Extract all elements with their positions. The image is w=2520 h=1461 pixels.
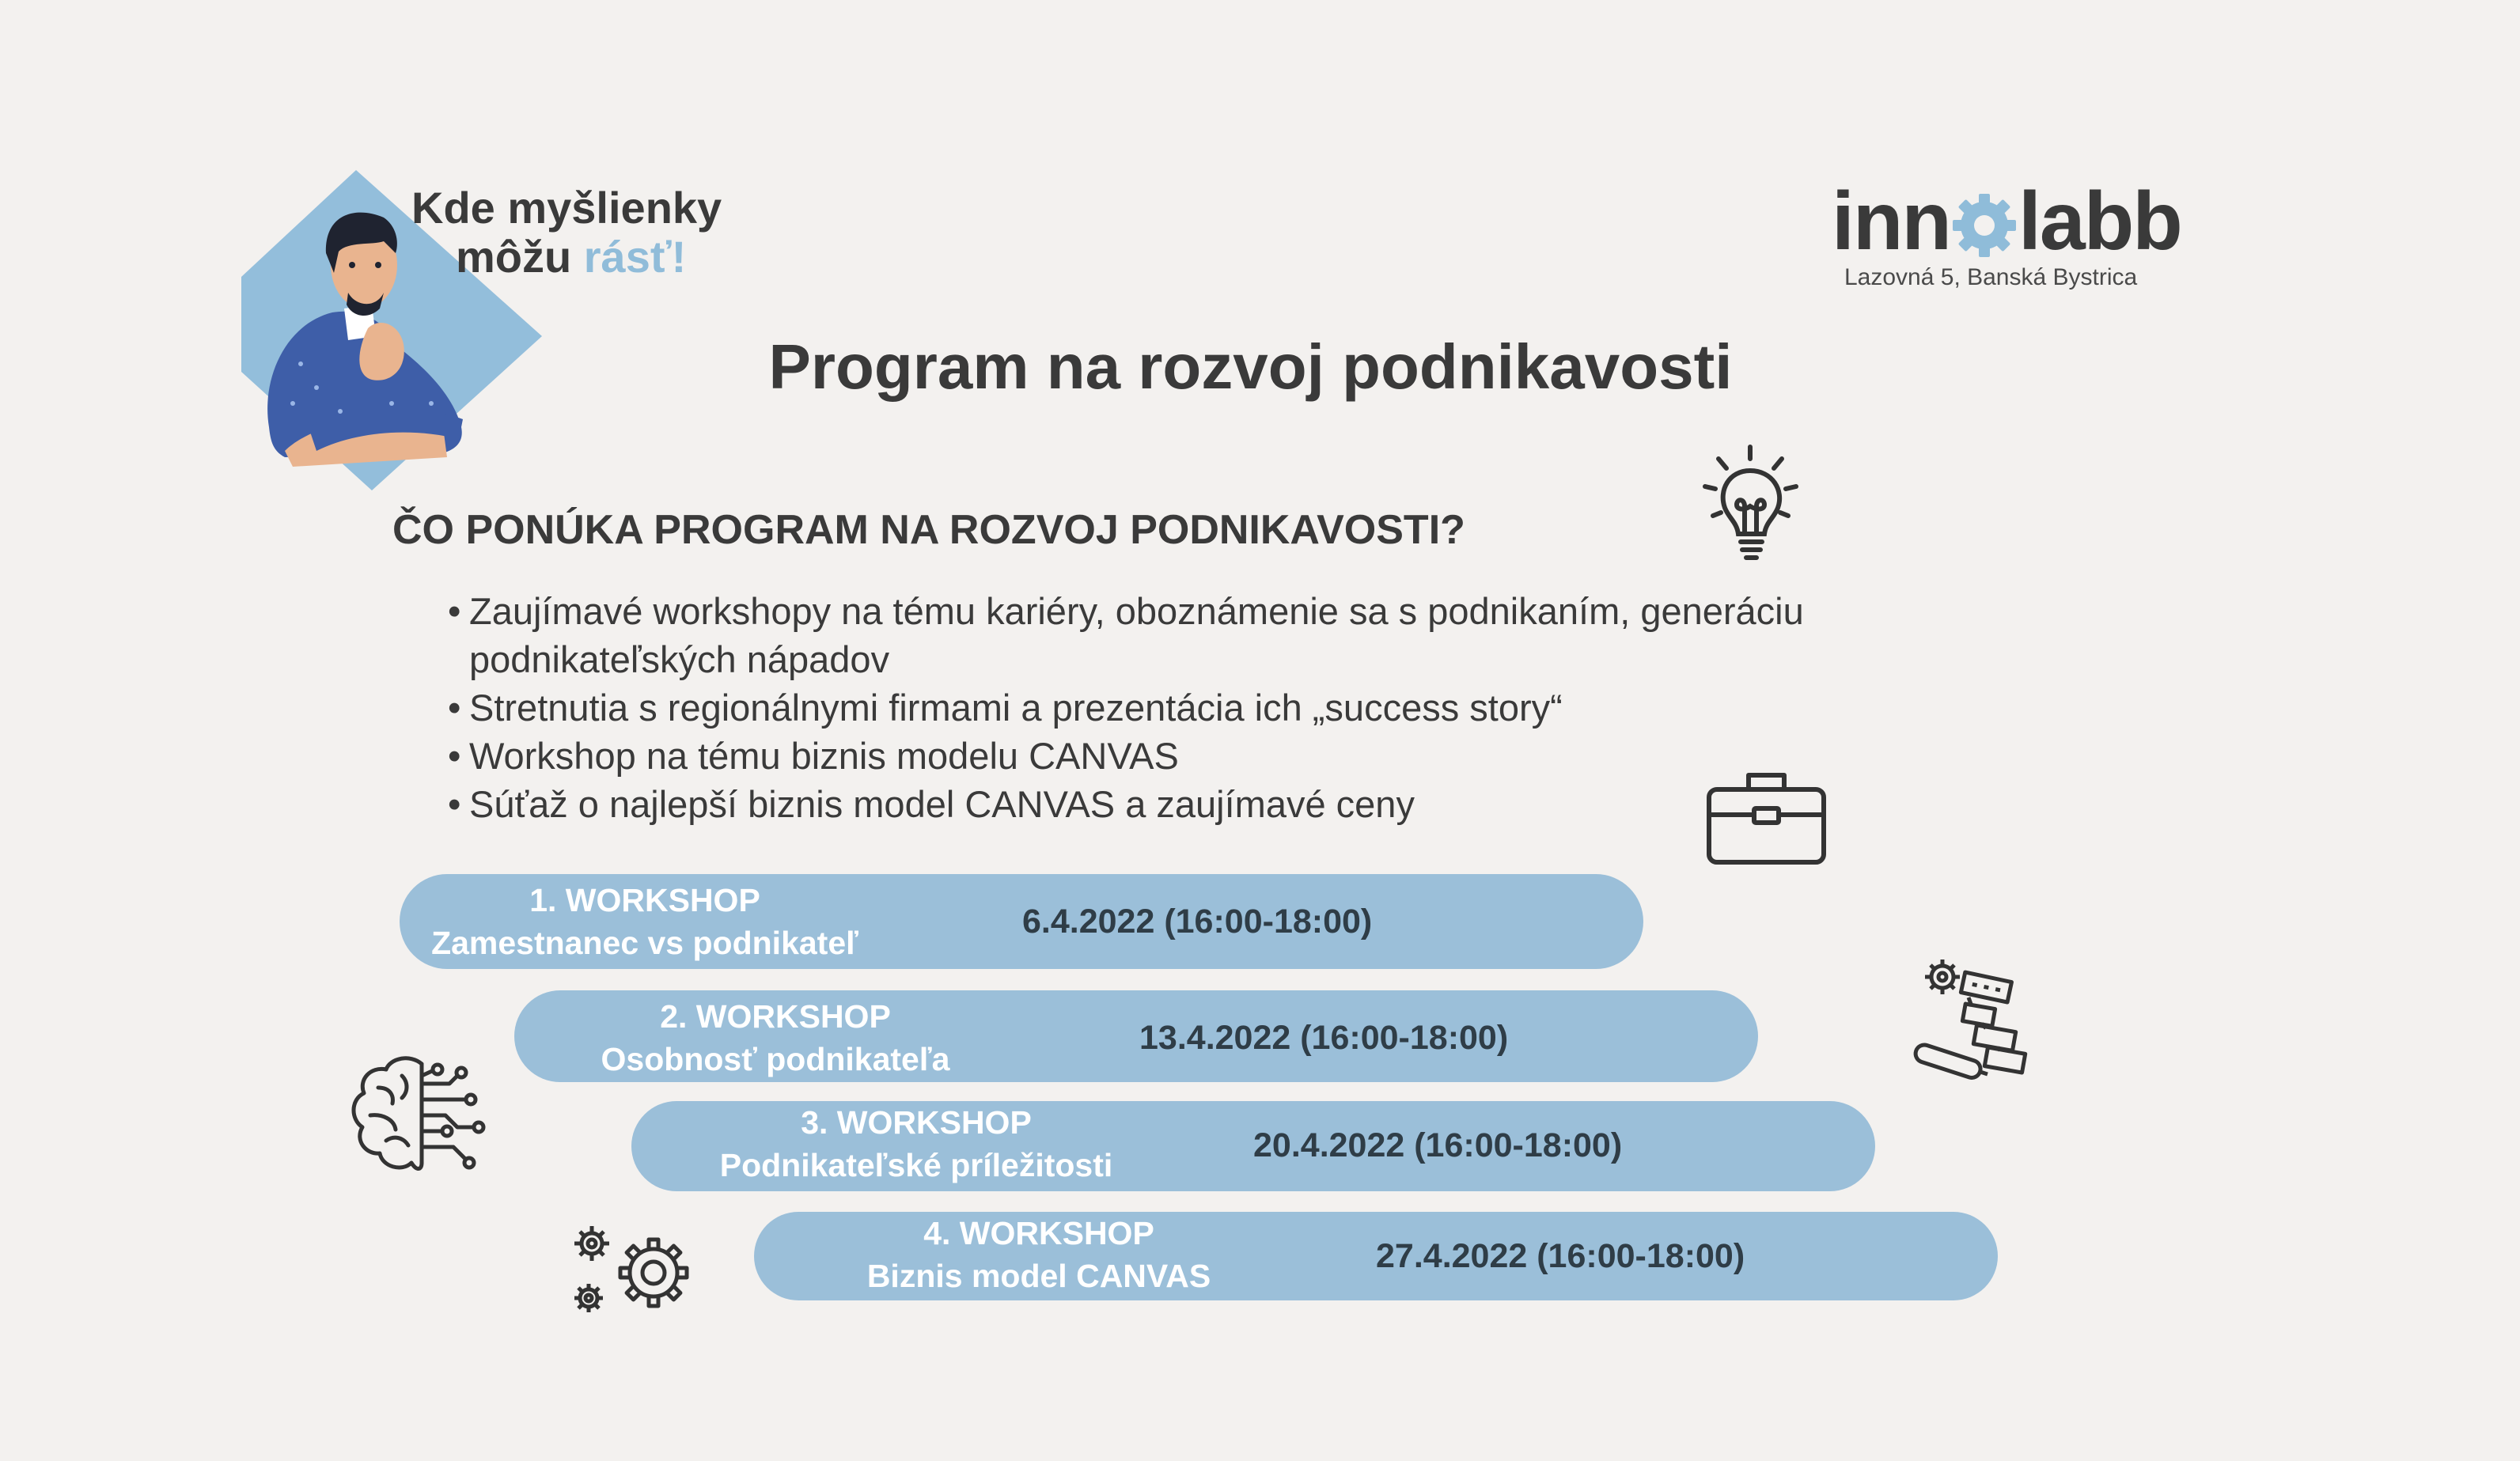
tagline-line2-plain: môžu — [456, 232, 584, 282]
list-item: • Zaujímavé workshopy na tému kariéry, oboznámenie sa s podnikaním, generáciu podnikateľských nápadov — [448, 587, 1951, 683]
list-item: • Workshop na tému biznis modelu CANVAS — [448, 732, 1951, 780]
lightbulb-icon — [1701, 443, 1808, 562]
page-title-text: Program na rozvoj podnikavosti — [768, 331, 1733, 402]
workshop-number: 3. WORKSHOP — [801, 1104, 1032, 1141]
workshop-number: 1. WORKSHOP — [529, 882, 760, 918]
workshop-name: Zamestnanec vs podnikateľ — [431, 925, 858, 961]
list-item: • Stretnutia s regionálnymi firmami a prezentácia ich „success story“ — [448, 683, 1951, 732]
workshop-date: 6.4.2022 (16:00-18:00) — [1022, 903, 1373, 941]
gears-icon — [568, 1221, 699, 1324]
workshop-title — [817, 1212, 1260, 1297]
workshop-pill-4 — [754, 1212, 1998, 1300]
workshop-date: 27.4.2022 (16:00-18:00) — [1376, 1237, 1745, 1275]
workshop-pill-1 — [400, 874, 1643, 969]
workshop-date: 13.4.2022 (16:00-18:00) — [1139, 1019, 1509, 1057]
workshop-name: Podnikateľské príležitosti — [719, 1147, 1113, 1183]
section-heading: ČO PONÚKA PROGRAM NA ROZVOJ PODNIKAVOSTI? — [392, 507, 1465, 553]
logo-address: Lazovná 5, Banská Bystrica — [1844, 264, 2138, 290]
briefcase-icon — [1705, 767, 1828, 866]
list-item: • Súťaž o najlepší biznis model CANVAS a zaujímavé ceny — [448, 780, 1951, 828]
brain-circuit-icon — [347, 1052, 493, 1179]
page-title — [0, 331, 2520, 403]
tagline-line2-accent: rásť! — [583, 232, 687, 282]
logo-wordmark — [1832, 176, 2204, 267]
logo-text-before: inn — [1832, 176, 1950, 267]
workshop-number: 2. WORKSHOP — [660, 998, 891, 1035]
workshop-date: 20.4.2022 (16:00-18:00) — [1253, 1126, 1623, 1164]
innolabb-logo — [1832, 176, 2204, 291]
logo-text-after: labb — [2018, 176, 2181, 267]
workshop-pill-2 — [514, 990, 1758, 1082]
logo-gear-icon — [1952, 193, 2017, 258]
workshop-pill-3 — [631, 1101, 1875, 1191]
workshop-name: Biznis model CANVAS — [866, 1258, 1211, 1294]
workshop-number: 4. WORKSHOP — [923, 1215, 1154, 1251]
tagline-line2 — [411, 233, 722, 282]
flowchart-icon — [1899, 957, 2041, 1092]
tagline — [411, 184, 722, 282]
workshop-name: Osobnosť podnikateľa — [601, 1041, 950, 1077]
workshop-title — [554, 995, 997, 1081]
workshop-title — [695, 1101, 1138, 1187]
tagline-line1: Kde myšlienky — [411, 183, 722, 233]
workshop-title — [423, 879, 866, 964]
